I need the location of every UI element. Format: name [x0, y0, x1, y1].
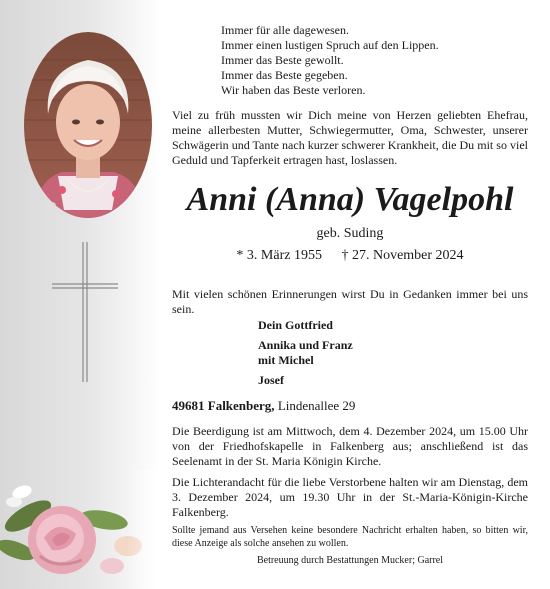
family-address	[172, 398, 355, 414]
portrait-photo	[22, 30, 154, 220]
cross-icon	[52, 242, 118, 382]
birth-date: * 3. März 1955	[236, 248, 322, 263]
burial-paragraph: Die Beerdigung ist am Mittwoch, dem 4. Dezember 2024, um 15.00 Uhr von der Friedhofskapelle in Falkenberg aus; anschließend ist das Seelenamt in der St. Maria Königin Kirche.	[172, 424, 528, 468]
notice-paragraph: Sollte jemand aus Versehen keine besondere Nachricht erhalten haben, so bitten wir, diese Anzeige als solche ansehen zu wollen.	[172, 525, 528, 549]
poem-line: Immer das Beste gewollt.	[221, 53, 344, 67]
poem-line: Immer für alle dagewesen.	[221, 23, 349, 37]
rose-decoration	[0, 470, 170, 589]
family-member: Annika und Franz	[258, 338, 353, 352]
deceased-name: Anni (Anna) Vagelpohl	[186, 181, 514, 218]
poem-line: Immer einen lustigen Spruch auf den Lippen.	[221, 38, 439, 52]
birth-name: geb. Suding	[316, 226, 384, 241]
family-member: Dein Gottfried	[258, 318, 333, 332]
intro-paragraph: Viel zu früh mussten wir Dich meine von Herzen geliebten Ehefrau, meine allerbesten Mutter, Schwiegermutter, Oma, Schwester, unserer Schwägerin und Tante nach kurzer schwerer Krankheit, die Du mit so viel Geduld und Tapferkeit ertragen hast, loslassen.	[172, 108, 528, 167]
wake-paragraph: Die Lichterandacht für die liebe Verstorbene halten wir am Dienstag, dem 3. Dezember 2024, um 19.30 Uhr in der St.-Maria-Königin-Kirche Falkenberg.	[172, 475, 528, 519]
death-date: † 27. November 2024	[341, 248, 464, 263]
poem-line: Immer das Beste gegeben.	[221, 68, 348, 82]
family-member: Josef	[258, 373, 284, 387]
address-city: 49681 Falkenberg,	[172, 398, 275, 413]
life-dates	[172, 248, 528, 264]
memory-paragraph: Mit vielen schönen Erinnerungen wirst Du in Gedanken immer bei uns sein.	[172, 287, 528, 316]
address-street: Lindenallee 29	[277, 398, 356, 413]
poem-line: Wir haben das Beste verloren.	[221, 83, 366, 97]
undertaker-line: Betreuung durch Bestattungen Mucker; Garrel	[256, 555, 444, 566]
poem	[221, 23, 531, 98]
family-member: mit Michel	[258, 353, 314, 367]
